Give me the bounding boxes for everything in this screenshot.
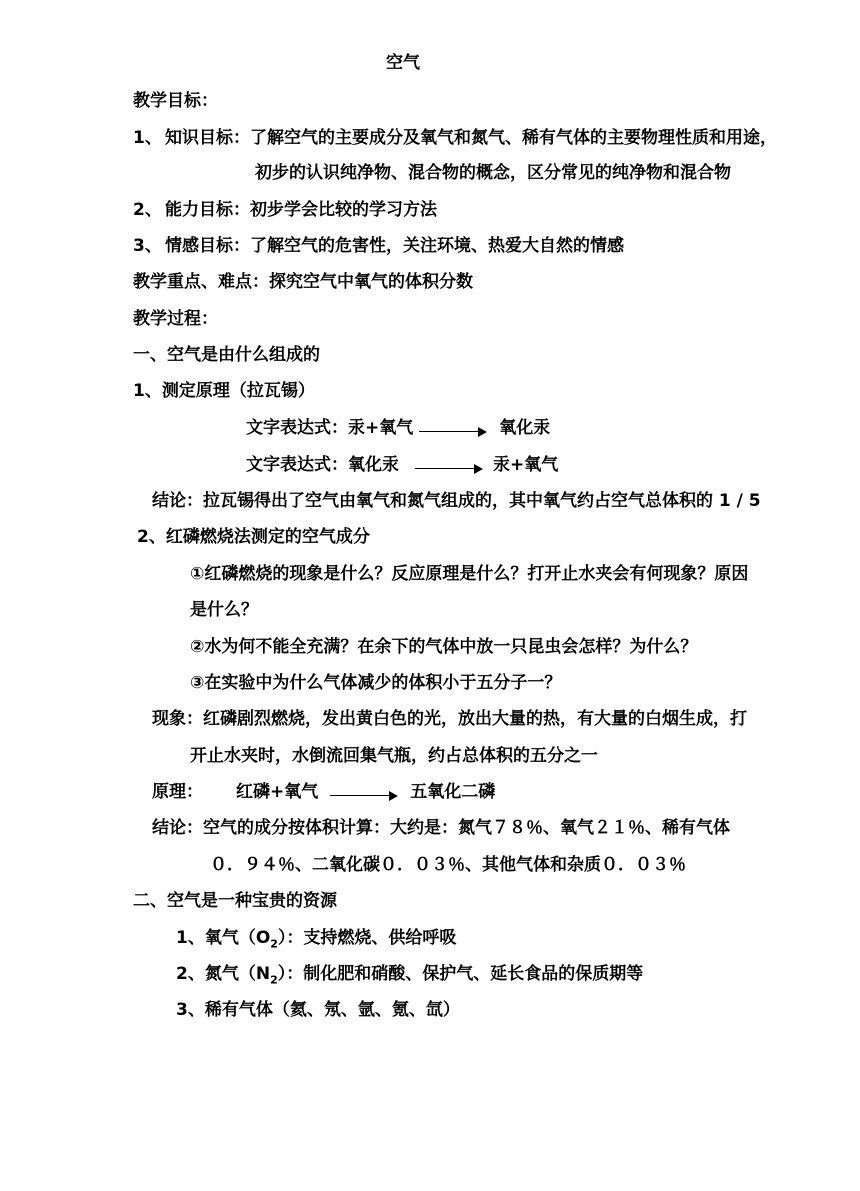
- phenomenon: 现象：红磷剧烈燃烧，发出黄白色的光，放出大量的热，有大量的白烟生成，打: [152, 709, 747, 729]
- process-heading: 教学过程：: [133, 309, 218, 329]
- equation-reactants: 汞+氧气: [348, 418, 414, 438]
- objective-1: [133, 127, 777, 149]
- equation-1: [246, 417, 550, 439]
- question-3: ③在实验中为什么气体减少的体积小于五分子一？: [190, 673, 562, 693]
- subscript: 2: [270, 973, 278, 987]
- resource-text: 3、稀有气体（氦、氖、氩、氪、氙）: [176, 1000, 460, 1020]
- key-points: 教学重点、难点：探究空气中氧气的体积分数: [133, 272, 473, 292]
- principle-label: 原理：: [152, 782, 203, 802]
- resource-text: ）：制化肥和硝酸、保护气、延长食品的保质期等: [277, 964, 644, 984]
- item-2-heading: 2、红磷燃烧法测定的空气成分: [137, 527, 370, 547]
- question-1: ①红磷燃烧的现象是什么？反应原理是什么？打开止水夹会有何现象？原因: [190, 564, 749, 584]
- resource-noble-gases: [176, 999, 460, 1021]
- reaction-arrow-icon: [417, 417, 487, 439]
- objectives-heading: 教学目标：: [133, 91, 218, 111]
- objective-text: 情感目标：了解空气的危害性，关注环境、热爱大自然的情感: [165, 236, 624, 256]
- objective-text: 知识目标：了解空气的主要成分及氧气和氮气、稀有气体的主要物理性质和用途，: [165, 128, 777, 148]
- objective-1-continuation: 初步的认识纯净物、混合物的概念，区分常见的纯净物和混合物: [255, 163, 731, 183]
- resource-text: 2、氮气（N: [176, 964, 271, 984]
- phenomenon-continuation: 开止水夹时，水倒流回集气瓶，约占总体积的五分之一: [190, 746, 598, 766]
- conclusion-1: 结论：拉瓦锡得出了空气由氧气和氮气组成的，其中氧气约占空气总体积的 1 / 5: [152, 491, 761, 511]
- objective-3: [133, 235, 624, 257]
- objective-number: 3、: [133, 236, 162, 256]
- resource-text: ）：支持燃烧、供给呼吸: [277, 928, 457, 948]
- conclusion-2-continuation: ０．９４％、二氧化碳０．０３％、其他气体和杂质０．０３％: [210, 855, 686, 875]
- section-1-heading: 一、空气是由什么组成的: [133, 345, 320, 365]
- equation-label: 文字表达式：: [246, 418, 348, 438]
- principle-products: 五氧化二磷: [410, 782, 496, 802]
- subscript: 2: [270, 937, 278, 951]
- item-1-heading: 1、测定原理（拉瓦锡）: [133, 381, 315, 401]
- equation-products: 氧化汞: [499, 418, 551, 438]
- objective-number: 2、: [133, 200, 162, 220]
- equation-reactants: 氧化汞: [348, 455, 399, 475]
- reaction-arrow-icon: [413, 454, 483, 476]
- equation-label: 文字表达式：: [246, 455, 348, 475]
- resource-nitrogen: [176, 963, 643, 985]
- resource-text: 1、氧气（O: [176, 928, 271, 948]
- resource-oxygen: [176, 927, 456, 949]
- question-2: ②水为何不能全充满？在余下的气体中放一只昆虫会怎样？为什么？: [190, 637, 698, 657]
- objective-text: 能力目标：初步学会比较的学习方法: [165, 200, 437, 220]
- principle: [152, 781, 495, 803]
- objective-number: 1、: [133, 128, 162, 148]
- principle-reactants: 红磷+氧气: [236, 782, 319, 802]
- section-2-heading: 二、空气是一种宝贵的资源: [133, 891, 337, 911]
- conclusion-2: 结论：空气的成分按体积计算：大约是：氮气７８％、氧气２１％、稀有气体: [152, 818, 730, 838]
- page-title: 空气: [386, 53, 420, 73]
- equation-2: [246, 454, 558, 476]
- question-1-continuation: 是什么？: [190, 600, 258, 620]
- objective-2: [133, 199, 437, 221]
- reaction-arrow-icon: [328, 781, 398, 803]
- equation-products: 汞+氧气: [493, 455, 559, 475]
